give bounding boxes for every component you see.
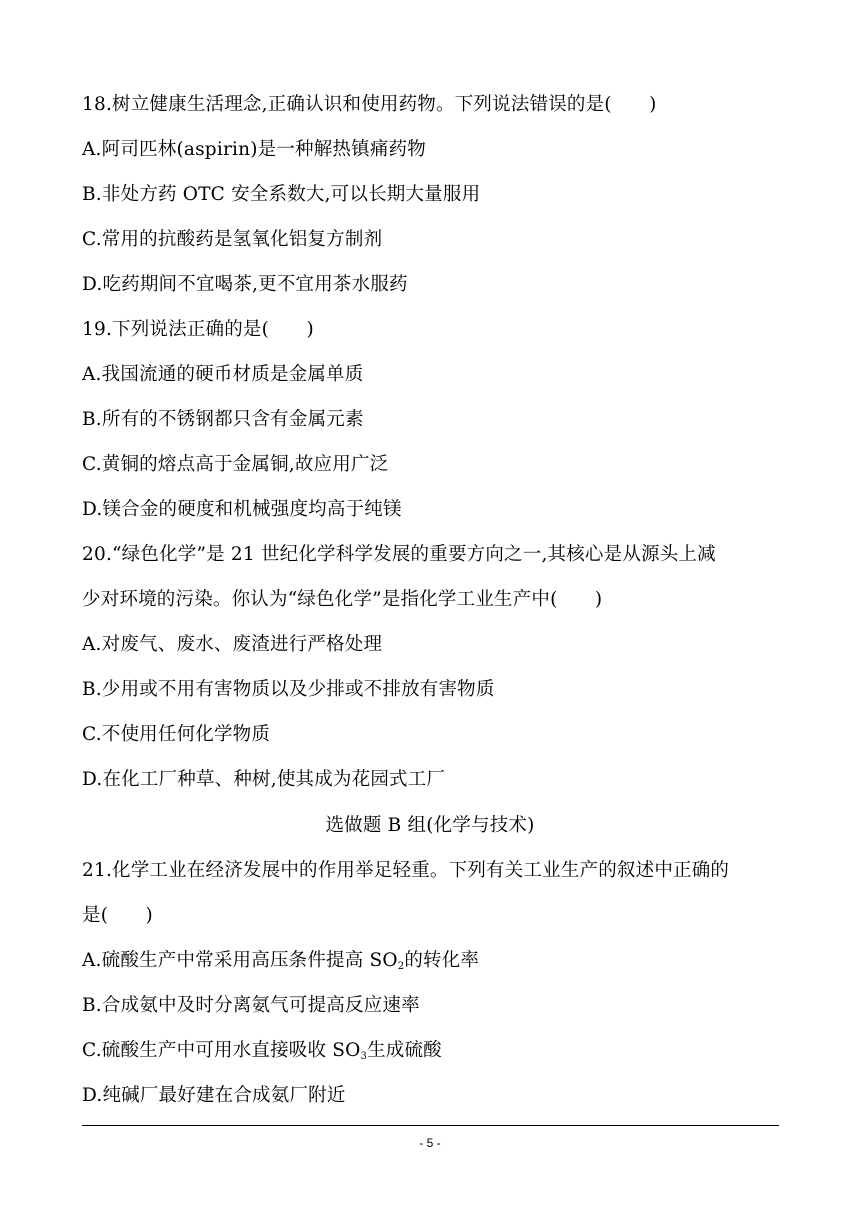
question-21-option-c-text: C.硫酸生产中可用水直接吸收 SO	[82, 1040, 361, 1061]
question-21-option-a-text: A.硫酸生产中常采用高压条件提高 SO	[82, 950, 398, 971]
question-21-option-b: B.合成氨中及时分离氨气可提高反应速率	[82, 995, 420, 1016]
subscript-3: 3	[360, 1051, 368, 1062]
footer-divider	[82, 1125, 779, 1126]
question-21-stem-line2: 是( )	[82, 905, 153, 926]
question-21-option-d: D.纯碱厂最好建在合成氨厂附近	[82, 1085, 346, 1106]
question-20-stem-line2: 少对环境的污染。你认为“绿色化学”是指化学工业生产中( )	[82, 589, 603, 610]
question-18-option-d: D.吃药期间不宜喝茶,更不宜用茶水服药	[82, 274, 408, 295]
question-19-option-b: B.所有的不锈钢都只含有金属元素	[82, 409, 364, 430]
question-21-option-a-tail: 的转化率	[404, 950, 480, 971]
question-19-option-d: D.镁合金的硬度和机械强度均高于纯镁	[82, 499, 402, 520]
question-20-option-c: C.不使用任何化学物质	[82, 724, 271, 745]
question-18-option-c: C.常用的抗酸药是氢氧化铝复方制剂	[82, 229, 383, 250]
question-20-stem-line1: 20.“绿色化学”是 21 世纪化学科学发展的重要方向之一,其核心是从源头上减	[82, 544, 716, 565]
question-19-option-a: A.我国流通的硬币材质是金属单质	[82, 364, 364, 385]
question-21-stem-line1: 21.化学工业在经济发展中的作用举足轻重。下列有关工业生产的叙述中正确的	[82, 860, 730, 881]
question-18-option-a: A.阿司匹林(aspirin)是一种解热镇痛药物	[82, 139, 426, 160]
question-21-option-a	[82, 948, 782, 974]
section-title: 选做题 B 组(化学与技术)	[325, 815, 535, 836]
subscript-2: 2	[397, 961, 405, 972]
page-number: - 5 -	[419, 1136, 441, 1150]
question-20-option-d: D.在化工厂种草、种树,使其成为花园式工厂	[82, 769, 446, 790]
question-19-option-c: C.黄铜的熔点高于金属铜,故应用广泛	[82, 454, 389, 475]
question-18-option-b: B.非处方药 OTC 安全系数大,可以长期大量服用	[82, 184, 481, 205]
question-18-stem: 18.树立健康生活理念,正确认识和使用药物。下列说法错误的是( )	[82, 94, 657, 115]
question-20-option-a: A.对废气、废水、废渣进行严格处理	[82, 634, 383, 655]
question-21-option-c-tail: 生成硫酸	[367, 1040, 442, 1061]
question-19-stem: 19.下列说法正确的是( )	[82, 319, 314, 340]
question-21-option-c	[82, 1038, 782, 1064]
question-20-option-b: B.少用或不用有害物质以及少排或不排放有害物质	[82, 679, 495, 700]
